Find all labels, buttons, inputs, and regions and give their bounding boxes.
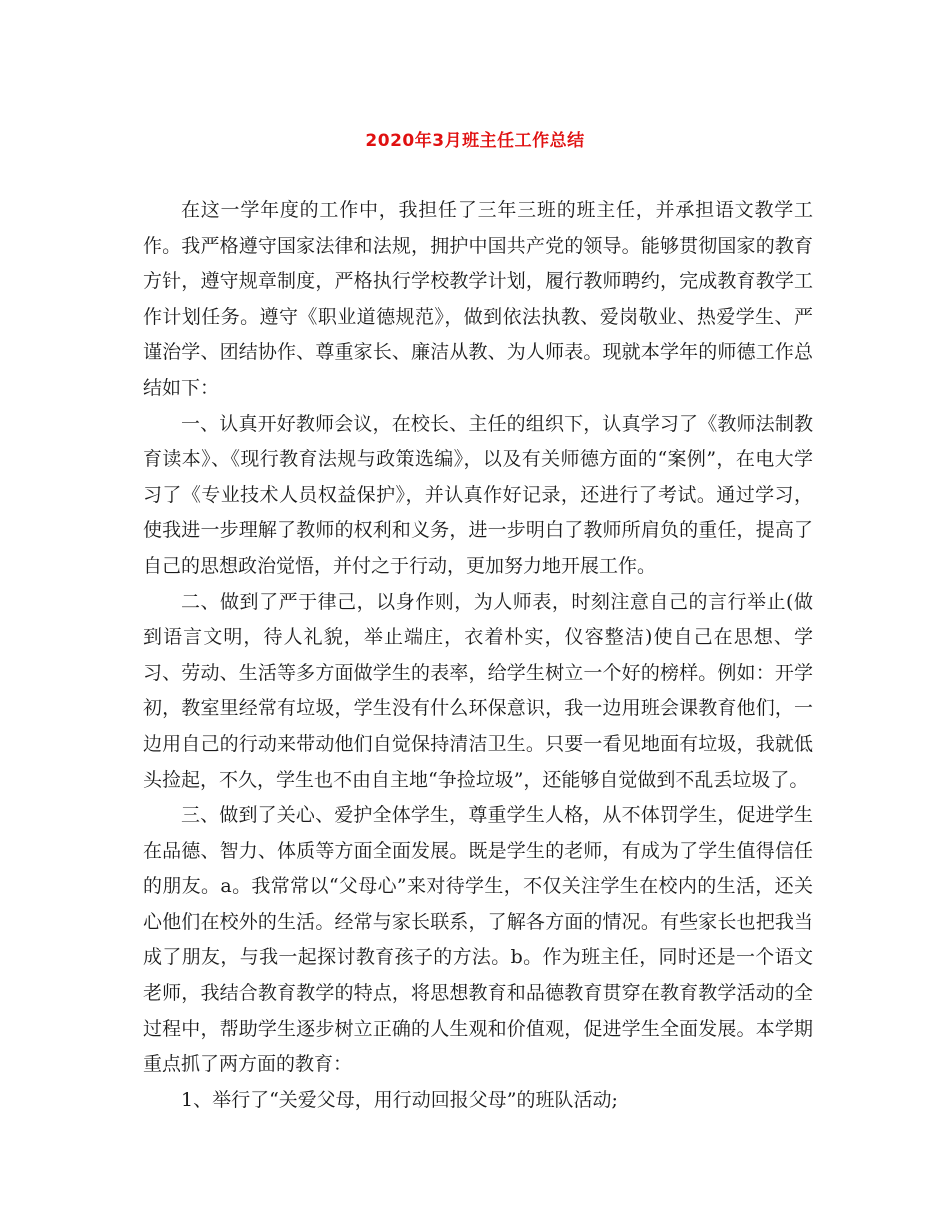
paragraph-section-3: 三、做到了关心、爱护全体学生，尊重学生人格，从不体罚学生，促进学生在品德、智力、体质等方面全面发展。既是学生的老师，有成为了学生值得信任的朋友。a。我常常以“父母心”来对待学生，不仅关注学生在校内的生活，还关心他们在校外的生活。经常与家长联系，了解各方面的情况。有些家长也把我当成了朋友，与我一起探讨教育孩子的方法。b。作为班主任，同时还是一个语文老师，我结合教育教学的特点，将思想教育和品德教育贯穿在教育教学活动的全过程中，帮助学生逐步树立正确的人生观和价值观，促进学生全面发展。本学期重点抓了两方面的教育： (143, 804, 813, 1076)
paragraph-item-1: 1、举行了“关爱父母，用行动回报父母”的班队活动; (181, 1088, 618, 1111)
paragraph-section-1: 一、认真开好教师会议，在校长、主任的组织下，认真学习了《教师法制教育读本》、《现行教育法规与政策选编》，以及有关师德方面的“案例”，在电大学习了《专业技术人员权益保护》，并认真作好记录，还进行了考试。通过学习，使我进一步理解了教师的权利和义务，进一步明白了教师所肩负的重任，提高了自己的思想政治觉悟，并付之于行动，更加努力地开展工作。 (143, 412, 813, 577)
paragraph-intro: 在这一学年度的工作中，我担任了三年三班的班主任，并承担语文教学工作。我严格遵守国家法律和法规，拥护中国共产党的领导。能够贯彻国家的教育方针，遵守规章制度，严格执行学校教学计划，履行教师聘约，完成教育教学工作计划任务。遵守《职业道德规范》，做到依法执教、爱岗敬业、热爱学生、严谨治学、团结协作、尊重家长、廉洁从教、为人师表。现就本学年的师德工作总结如下： (143, 199, 813, 399)
document-body (143, 193, 813, 1118)
document-title: 2020年3月班主任工作总结 (365, 131, 585, 151)
paragraph-section-2: 二、做到了严于律己，以身作则，为人师表，时刻注意自己的言行举止(做到语言文明，待人礼貌，举止端庄，衣着朴实，仪容整洁)使自己在思想、学习、劳动、生活等多方面做学生的表率，给学生树立一个好的榜样。例如：开学初，教室里经常有垃圾，学生没有什么环保意识，我一边用班会课教育他们，一边用自己的行动来带动他们自觉保持清洁卫生。只要一看见地面有垃圾，我就低头捡起，不久，学生也不由自主地“争捡垃圾”，还能够自觉做到不乱丢垃圾了。 (143, 590, 813, 791)
